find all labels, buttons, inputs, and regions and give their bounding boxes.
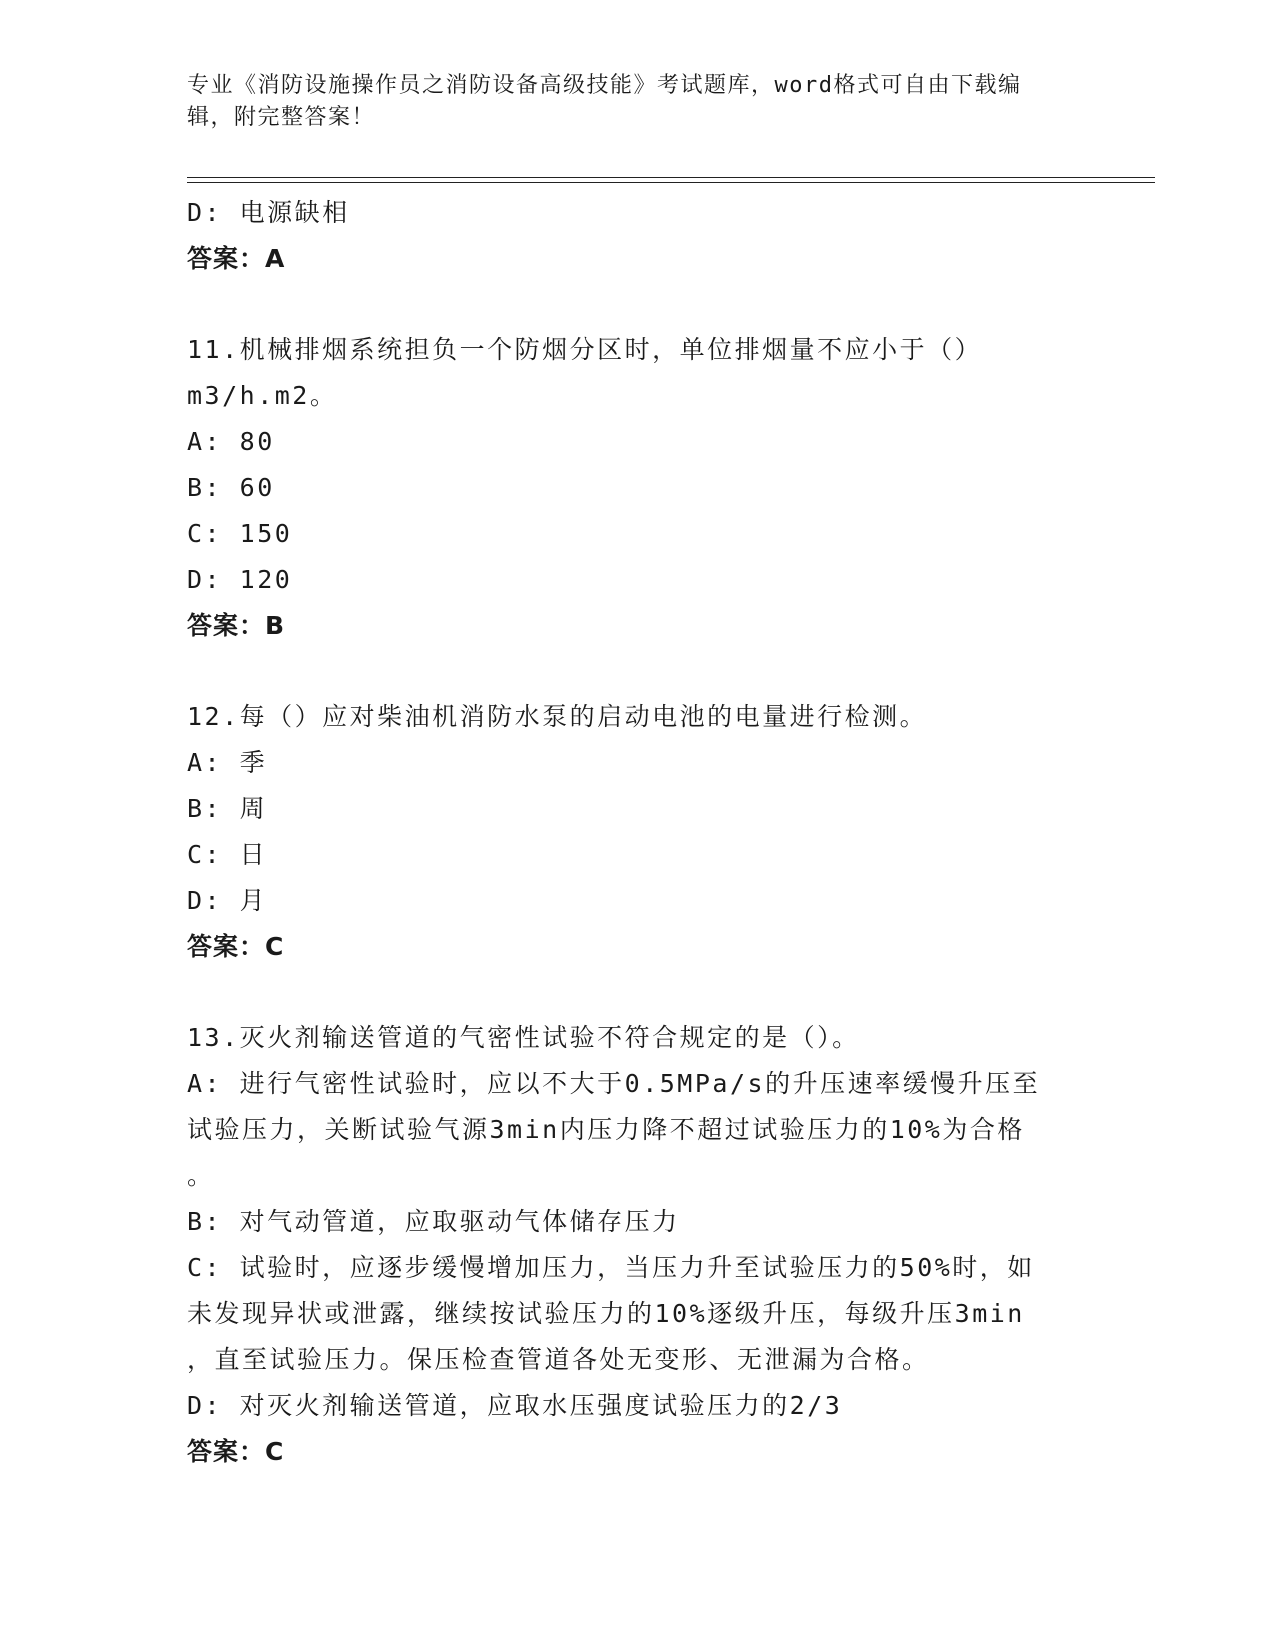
answer-label: 答案：B [187,611,286,640]
question-stem: 11.机械排烟系统担负一个防烟分区时，单位排烟量不应小于（） [187,335,983,364]
option-d: D: 电源缺相 [187,198,350,227]
question-10-partial [187,190,1067,282]
answer-label: 答案：A [187,244,286,273]
option-a: A: 季 [187,748,268,777]
option-c-continued: ，直至试验压力。保压检查管道各处无变形、无泄漏为合格。 [187,1345,930,1374]
question-stem-continued: m3/h.m2。 [187,381,338,410]
spacer [187,649,1067,694]
option-a-continued: 试验压力，关断试验气源3min内压力降不超过试验压力的10%为合格 [187,1115,1025,1144]
header-title-line-2: 辑，附完整答案！ [187,105,376,130]
option-c: C: 试验时，应逐步缓慢增加压力，当压力升至试验压力的50%时，如 [187,1253,1035,1282]
option-c: C: 150 [187,519,293,548]
spacer [187,282,1067,327]
question-12 [187,694,1067,970]
answer-label: 答案：C [187,932,285,961]
question-13 [187,1015,1067,1475]
question-stem: 13.灭火剂输送管道的气密性试验不符合规定的是（）。 [187,1023,860,1052]
spacer [187,970,1067,1015]
option-c-continued: 未发现异状或泄露，继续按试验压力的10%逐级升压，每级升压3min [187,1299,1025,1328]
option-d: D: 月 [187,886,268,915]
option-d: D: 对灭火剂输送管道，应取水压强度试验压力的2/3 [187,1391,843,1420]
option-c: C: 日 [187,840,268,869]
question-stem: 12.每（）应对柴油机消防水泵的启动电池的电量进行检测。 [187,702,928,731]
header-divider-top [187,177,1155,178]
header-divider-bottom [187,182,1155,183]
option-b: B: 对气动管道，应取驱动气体储存压力 [187,1207,680,1236]
option-a-continued: 。 [187,1161,215,1190]
option-b: B: 60 [187,473,275,502]
question-11 [187,327,1067,649]
answer-label: 答案：C [187,1437,285,1466]
document-header [187,70,1067,134]
option-d: D: 120 [187,565,293,594]
option-a: A: 进行气密性试验时，应以不大于0.5MPa/s的升压速率缓慢升压至 [187,1069,1041,1098]
header-title-line-1: 专业《消防设施操作员之消防设备高级技能》考试题库，word格式可自由下载编 [187,73,1022,98]
option-b: B: 周 [187,794,268,823]
option-a: A: 80 [187,427,275,456]
document-body [187,190,1067,1475]
